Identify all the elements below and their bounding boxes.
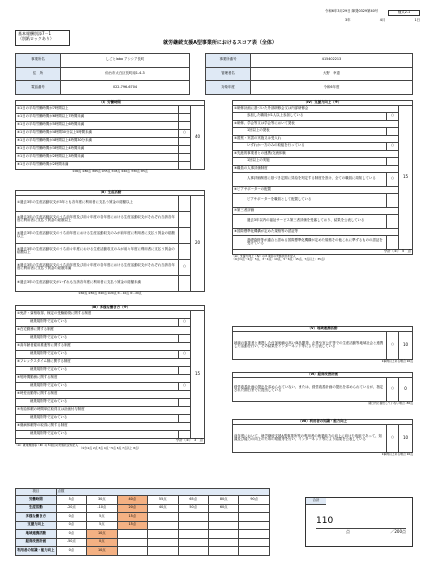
item-sub: ピアサポーターを職員として配置している xyxy=(233,193,387,207)
item-name: ①免許・資格取得、検定の受験勧奨に関する制度 xyxy=(16,310,191,318)
check-mark xyxy=(179,243,191,259)
info-left xyxy=(15,53,190,95)
section-title: （Ⅳ）支援力向上（※） xyxy=(233,101,413,106)
legend-cell: 15点 xyxy=(117,513,147,522)
legend-label: 地域連携活動 xyxy=(16,530,57,539)
facility-address: 仙台市太白区長町南1-4-3 xyxy=(61,67,190,81)
legend-row xyxy=(16,538,270,547)
legend-row xyxy=(16,521,270,530)
legend-label: 経営改善計画 xyxy=(16,538,57,547)
item-sub-row xyxy=(16,334,205,342)
item-name: ⑥時差出勤等に関する制度 xyxy=(16,390,191,398)
option-row xyxy=(16,137,205,145)
check-mark xyxy=(179,145,191,153)
legend-row xyxy=(16,547,270,556)
item-sub: 就業規則等で定めている xyxy=(16,318,179,326)
legend-cell: -50点 xyxy=(56,538,86,547)
option-row xyxy=(16,275,205,291)
legend-row xyxy=(16,504,270,513)
item-sub-row xyxy=(233,127,413,135)
section-text: 経営改善計画の提出を求められていない、または、経営改善計画の提出を求められているが、指定された期日までに提出している xyxy=(233,377,387,401)
legend-cell: 10点 xyxy=(87,530,117,539)
legend-cell xyxy=(208,521,238,530)
check-mark xyxy=(179,153,191,161)
facility-tel: 022-796-6704 xyxy=(61,81,190,95)
legend-label: 利用者の知識・能力向上 xyxy=(16,547,57,556)
legend-header-score: 点数 xyxy=(56,489,269,496)
legend-cell xyxy=(148,521,178,530)
option-label: ②過去3年の生産活動収支のうち前年度及び前々年度の各年度における生産活動収支がそれぞれ当該各年度に利用者に支払う賃金の総額以上 xyxy=(16,211,179,227)
legend-cell: 0点 xyxy=(56,521,86,530)
notice-text: 令和6年3月29日 障発0329第40号 xyxy=(325,9,379,13)
section-score: 40 xyxy=(191,105,205,169)
item-sub: 過去3年以内の福祉サービス第三者評価を受審しており、結果を公表している xyxy=(233,214,387,228)
option-row xyxy=(16,121,205,129)
info-right xyxy=(205,53,413,95)
item-sub-row xyxy=(233,157,413,165)
legend-cell xyxy=(208,530,238,539)
section-score: 0 xyxy=(399,377,413,401)
option-label: ①過去3年の生産活動収支が3年とも各年度に利用者に支払う賃金の総額以上 xyxy=(16,195,179,211)
option-label: ④1日の平均労働時間が4時間30分以上5時間未満 xyxy=(16,129,179,137)
check-mark xyxy=(179,227,191,243)
score-legend xyxy=(15,488,270,556)
section-management xyxy=(232,372,413,405)
legend-cell: 20点 xyxy=(117,504,147,513)
year-label: 対象年度 xyxy=(206,81,251,95)
section-production xyxy=(15,190,205,295)
option-label: ⑤1日の平均労働時間が4時間以上4時間30分未満 xyxy=(16,137,179,145)
item-sub: 就業規則等で定めている xyxy=(16,398,179,406)
item-name: ⑦有給休暇の時間単位取得又は計画付与制度 xyxy=(16,406,191,414)
check-mark xyxy=(179,334,191,342)
item-name: ②在宅勤務に関する制度 xyxy=(16,326,191,334)
item-sub-row xyxy=(16,318,205,326)
section-note: （※）支援力向上（Ⅳ）の８項目の実施状況を記入 xyxy=(232,253,296,258)
subtotal-label: 小計（①） xyxy=(383,248,399,253)
form-ref xyxy=(15,30,70,46)
legend-cell xyxy=(117,530,147,539)
check-mark xyxy=(387,193,399,207)
date-year: 3年 xyxy=(345,18,351,22)
item-name: ③視察・実習の実施又は受入れ xyxy=(233,135,399,142)
section-title: （Ⅵ）経営改善計画 xyxy=(233,373,413,378)
check-mark xyxy=(387,235,399,249)
legend-cell: 10点 xyxy=(87,547,117,556)
option-label: ⑥1日の平均労働時間が3時間以上4時間未満 xyxy=(16,145,179,153)
section-score: 15 xyxy=(191,310,205,438)
item-sub-row xyxy=(233,112,413,120)
section-note: 1事例以上ある場合 10点 xyxy=(381,451,413,456)
total-unit: 点 xyxy=(346,529,350,534)
item-name: ⑧国際標準化機構が定めた規格等の認証等 xyxy=(233,228,399,235)
legend-header-item: 項目 xyxy=(16,489,57,496)
legend-cell: 0点 xyxy=(87,538,117,547)
item-row xyxy=(233,165,413,172)
legend-cell: 5点 xyxy=(56,496,86,505)
legend-cell: -10点 xyxy=(87,504,117,513)
item-name: ④フレックスタイム制に関する制度 xyxy=(16,358,191,366)
item-sub: 1回以上の実施 xyxy=(233,157,387,165)
addr-label: 住 所 xyxy=(16,67,61,81)
subtotal-label: 小計（①） xyxy=(175,437,191,442)
item-sub-row xyxy=(233,193,413,207)
legend-cell: 0点 xyxy=(56,530,86,539)
legend-cell xyxy=(208,547,238,556)
item-sub: 基礎資格等が適合と認める国際標準化機構が定めた規格その他これに準ずるものの認証を受けている xyxy=(233,235,387,249)
check-mark: ○ xyxy=(179,129,191,137)
item-name: ④先進的事業者との連携/交流体験 xyxy=(233,150,399,157)
total-label: 合計 xyxy=(306,498,326,505)
check-mark: ○ xyxy=(387,172,399,186)
section-knowledge xyxy=(232,419,413,456)
num-label: 事業所番号 xyxy=(206,54,251,68)
check-mark xyxy=(179,414,191,422)
item-name: ⑦第三者評価 xyxy=(233,207,399,214)
item-sub-row xyxy=(16,414,205,422)
item-sub: 就業規則等で定めている xyxy=(16,414,179,422)
check-mark: ○ xyxy=(179,382,191,390)
subtotal-unit: 点 xyxy=(199,437,203,442)
section-title: （Ⅴ）地域連携活動 xyxy=(233,327,413,332)
section-scale: （①が1点 2点 3点 4点～5点 6点 7点以上 8点） xyxy=(79,446,141,451)
check-mark xyxy=(179,161,191,169)
item-row xyxy=(16,406,205,414)
item-row xyxy=(16,374,205,382)
item-row xyxy=(233,120,413,127)
item-sub: 人事評価制度に基づき定期に昇給を判定する制度を設け、全ての職員に周知している xyxy=(233,172,387,186)
legend-cell xyxy=(178,538,208,547)
item-sub-row xyxy=(233,142,413,150)
check-mark: ○ xyxy=(179,318,191,326)
form-ref-line1: 基本報酬別添7－1 xyxy=(18,31,52,36)
section-text: 前年度において、就労継続支援A型事業所等の利用者の就業能力の向上に向けた取組であって、知識及び能力の向上のための取組等を行い、インターネット等により結果を公表している xyxy=(233,424,387,452)
check-mark: ○ xyxy=(387,112,399,120)
form-label: 様式2-1 xyxy=(388,10,420,16)
legend-cell xyxy=(178,513,208,522)
date-month: 4月 xyxy=(379,18,386,22)
legend-cell: 40点 xyxy=(148,504,178,513)
item-sub: 就業規則等で定めている xyxy=(16,430,179,438)
check-mark xyxy=(179,105,191,113)
section-score: 10 xyxy=(399,331,413,359)
date-day: 1日 xyxy=(414,18,420,22)
item-row xyxy=(16,358,205,366)
item-sub-row xyxy=(233,235,413,249)
check-mark xyxy=(179,366,191,374)
section-score: 10 xyxy=(399,424,413,452)
option-row xyxy=(16,227,205,243)
option-row xyxy=(16,145,205,153)
legend-cell: 60点 xyxy=(208,504,238,513)
item-row xyxy=(233,207,413,214)
total-footer xyxy=(316,528,406,535)
legend-cell xyxy=(148,547,178,556)
item-row xyxy=(16,342,205,350)
check-mark xyxy=(179,195,191,211)
item-sub: 就業規則等で定めている xyxy=(16,382,179,390)
item-name: ①研修計画に基づいた外部研修会又は内部研修会 xyxy=(233,105,399,112)
target-year: 令和6年度 xyxy=(251,81,413,95)
section-text: 地域の事業者と連携した付加価値の高い商品開発、企業や官公庁等での生産活動等地域社会と連携した活動を行い、その結果をインターネット等により公表している xyxy=(233,331,387,359)
check-mark xyxy=(387,214,399,228)
form-ref-line2: （別紙ロックあり） xyxy=(18,35,54,41)
check-mark: ○ xyxy=(387,377,399,401)
item-row xyxy=(16,390,205,398)
total-value: 110 xyxy=(316,516,334,526)
section-score: 20 xyxy=(191,195,205,291)
item-name: ③高年齢者雇用推進等に関する制度 xyxy=(16,342,191,350)
subtotal-value: 5 xyxy=(402,248,405,253)
item-sub: 1回以上の発表 xyxy=(233,127,387,135)
legend-cell xyxy=(239,530,270,539)
item-name: ⑤職員の人事評価制度 xyxy=(233,165,399,172)
legend-cell xyxy=(239,538,270,547)
legend-cell: 90点 xyxy=(239,496,270,505)
section-note: 1事例以上ある場合 10点 xyxy=(381,358,413,363)
legend-cell: 50点 xyxy=(178,504,208,513)
legend-cell xyxy=(239,513,270,522)
page-title: 就労継続支援A型事業所におけるスコア表（全体） xyxy=(163,40,277,46)
check-mark xyxy=(179,211,191,227)
legend-label: 労働時間 xyxy=(16,496,57,505)
item-name: ⑤短時間勤務に関する制度 xyxy=(16,374,191,382)
section-diverse-work xyxy=(15,305,205,450)
section-note: ①90点 ②80点 ③65点 ④55点 ⑤45点 ⑥40点 ⑦30点 ⑧5点 xyxy=(72,168,148,173)
item-sub: 参加した職員が1人以上参加している xyxy=(233,112,387,120)
facility-number: 415402213 xyxy=(251,54,413,68)
section-note: ①60点 ②50点 ③40点 ④20点 ⑤－10点 ⑥－20点 xyxy=(78,290,142,295)
item-sub: いずれか一方のみの取組を行っている xyxy=(233,142,387,150)
item-sub: 就業規則等で定めている xyxy=(16,334,179,342)
legend-cell: 65点 xyxy=(178,496,208,505)
option-row xyxy=(16,129,205,137)
legend-row xyxy=(16,496,270,505)
option-row xyxy=(16,195,205,211)
section-note: （※）就業規則等（Ⅲ）の８項目の実施状況を記入 xyxy=(15,442,79,447)
section-title: （Ⅲ）多様な働き方（※） xyxy=(16,306,205,311)
item-row xyxy=(16,422,205,430)
check-mark xyxy=(179,121,191,129)
legend-cell xyxy=(148,530,178,539)
section-regional xyxy=(232,326,413,363)
subtotal-unit: 点 xyxy=(407,248,411,253)
check-mark: ○ xyxy=(387,331,399,359)
section-support xyxy=(232,100,413,261)
option-label: ⑤過去3年の生産活動収支のうち前年度及び前々年度の各年度における生産活動収支がそれぞれ当該各年度に利用者に支払う賃金の総額未満 xyxy=(16,259,179,275)
legend-cell: 5点 xyxy=(87,513,117,522)
legend-cell xyxy=(148,513,178,522)
item-row xyxy=(16,326,205,334)
facility-name: しごとlabo アシシア長町 xyxy=(61,54,190,68)
option-row xyxy=(16,259,205,275)
check-mark xyxy=(179,137,191,145)
item-row xyxy=(233,228,413,235)
legend-cell xyxy=(117,547,147,556)
option-row xyxy=(16,113,205,121)
legend-cell xyxy=(239,547,270,556)
item-row xyxy=(233,186,413,193)
option-label: ②1日の平均労働時間が6時間以上7時間未満 xyxy=(16,113,179,121)
check-mark xyxy=(179,398,191,406)
legend-cell: 0点 xyxy=(56,547,86,556)
check-mark xyxy=(387,157,399,165)
option-label: ⑥過去3年の生産活動収支がいずれも当該各年度に利用者に支払う賃金の総額未満 xyxy=(16,275,179,291)
item-sub-row xyxy=(16,398,205,406)
section-note: 期日内に提出していない場合 -50点 xyxy=(368,400,413,405)
option-label: ③1日の平均労働時間が5時間以上6時間未満 xyxy=(16,121,179,129)
legend-row xyxy=(16,530,270,539)
item-sub: 就業規則等で定めている xyxy=(16,350,179,358)
legend-cell xyxy=(239,521,270,530)
manager-name: 大野 幸恵 xyxy=(251,67,413,81)
check-mark xyxy=(179,113,191,121)
item-name: ⑧傷病休暇等の取得に関する制度 xyxy=(16,422,191,430)
item-sub-row xyxy=(233,214,413,228)
legend-cell xyxy=(148,538,178,547)
legend-cell xyxy=(178,547,208,556)
option-label: ④過去3年の生産活動収支のうち前々年度における生産活動収支のみが前々年度に利用者に支払う賃金の総額以上 xyxy=(16,243,179,259)
option-label: ③過去3年の生産活動収支のうち前年度における生産活動収支のみが前年度に利用者に支払う賃金の総額以上 xyxy=(16,227,179,243)
item-sub-row xyxy=(16,350,205,358)
legend-cell: 80点 xyxy=(208,496,238,505)
legend-cell: 55点 xyxy=(148,496,178,505)
legend-cell: 40点 xyxy=(117,496,147,505)
section-title: （Ⅶ）利用者の知識・能力向上 xyxy=(233,420,413,425)
item-row xyxy=(233,150,413,157)
subtotal-value: 3 xyxy=(194,437,197,442)
legend-label: 支援力向上 xyxy=(16,521,57,530)
total-max: ／200点 xyxy=(390,529,406,534)
legend-row xyxy=(16,513,270,522)
legend-cell xyxy=(117,538,147,547)
check-mark xyxy=(179,275,191,291)
option-row xyxy=(16,243,205,259)
section-title: （Ⅰ）労働時間 xyxy=(16,101,205,106)
item-sub-row xyxy=(16,382,205,390)
item-sub-row xyxy=(16,366,205,374)
option-row xyxy=(16,105,205,113)
legend-cell: 0点 xyxy=(56,513,86,522)
item-name: ②研修、学会等又は学会等において発表 xyxy=(233,120,399,127)
total-box xyxy=(305,497,413,547)
legend-cell: 5点 xyxy=(87,521,117,530)
section-title: （Ⅱ）生産活動 xyxy=(16,191,205,196)
section-score: 15 xyxy=(399,105,413,249)
item-name: ⑥ピアサポーターの配置 xyxy=(233,186,399,193)
option-row xyxy=(16,153,205,161)
mgr-label: 管理者名 xyxy=(206,67,251,81)
check-mark xyxy=(387,127,399,135)
option-label: ⑧1日の平均労働時間が2時間未満 xyxy=(16,161,179,169)
legend-cell xyxy=(178,521,208,530)
item-row xyxy=(233,105,413,112)
name-label: 事業所名 xyxy=(16,54,61,68)
option-row xyxy=(16,211,205,227)
legend-label: 生産活動 xyxy=(16,504,57,513)
tel-label: 電話番号 xyxy=(16,81,61,95)
legend-cell: 30点 xyxy=(87,496,117,505)
option-label: ①1日の平均労働時間が7時間以上 xyxy=(16,105,179,113)
check-mark: ○ xyxy=(387,142,399,150)
legend-cell xyxy=(208,538,238,547)
legend-cell xyxy=(208,513,238,522)
check-mark: ○ xyxy=(179,259,191,275)
section-labor-hours xyxy=(15,100,205,173)
section-scale: （①が1点～2点：5点、3～4点：10点、5～6点：15点、7点以上：35点） xyxy=(232,257,327,262)
check-mark: ○ xyxy=(387,424,399,452)
item-sub: 就業規則等で定めている xyxy=(16,366,179,374)
legend-label: 多様な働き方 xyxy=(16,513,57,522)
check-mark: ○ xyxy=(179,350,191,358)
legend-cell xyxy=(239,504,270,513)
legend-cell xyxy=(178,530,208,539)
legend-cell: 15点 xyxy=(117,521,147,530)
item-row xyxy=(16,310,205,318)
option-label: ⑦1日の平均労働時間が2時間以上3時間未満 xyxy=(16,153,179,161)
item-sub-row xyxy=(233,172,413,186)
date-line xyxy=(345,19,420,23)
legend-cell: -20点 xyxy=(56,504,86,513)
item-row xyxy=(233,135,413,142)
